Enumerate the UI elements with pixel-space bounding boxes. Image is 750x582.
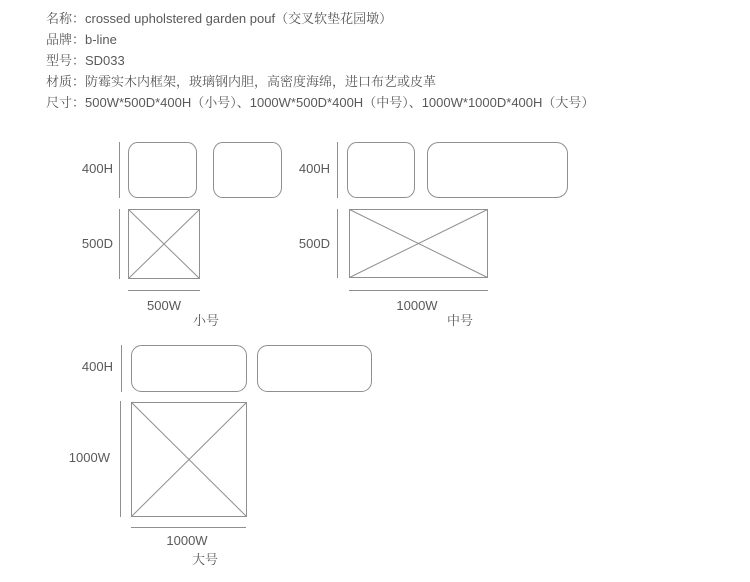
large-side-view <box>258 346 372 392</box>
medium-pouf-diagram <box>338 142 568 291</box>
spec-line-product-name: 名称：crossed upholstered garden pouf（交叉软垫花园墩） <box>46 11 393 26</box>
spec-line-brand: 品牌：b-line <box>46 32 117 47</box>
large-pouf-diagram <box>121 345 372 528</box>
spec-line-dimensions: 尺寸：500W*500D*400H（小号）、1000W*500D*400H（中号）、1000W*1000D*400H（大号） <box>46 95 595 110</box>
small-depth-label: 500D <box>81 236 113 251</box>
small-pouf-diagram <box>120 142 282 291</box>
spec-line-material: 材质：防霉实木内框架，玻璃钢内胆，高密度海绵，进口布艺或皮革 <box>46 74 437 89</box>
small-front-view <box>129 143 197 198</box>
small-side-view <box>214 143 282 198</box>
medium-width-label: 1000W <box>396 298 438 313</box>
large-width-label: 1000W <box>166 533 208 548</box>
small-top-view <box>129 210 200 279</box>
large-size-name: 大号 <box>191 552 218 567</box>
medium-side-view <box>348 143 415 198</box>
large-top-view <box>132 403 247 517</box>
large-height-label: 400H <box>81 359 113 374</box>
medium-height-label: 400H <box>298 161 330 176</box>
medium-depth-label: 500D <box>298 236 330 251</box>
small-size-name: 小号 <box>192 313 219 328</box>
large-front-view <box>132 346 247 392</box>
large-depth-label: 1000W <box>68 450 110 465</box>
medium-size-name: 中号 <box>446 313 473 328</box>
small-height-label: 400H <box>81 161 113 176</box>
medium-front-view <box>428 143 568 198</box>
spec-line-model: 型号：SD033 <box>46 53 125 68</box>
small-width-label: 500W <box>147 298 181 313</box>
medium-top-view <box>350 210 488 278</box>
